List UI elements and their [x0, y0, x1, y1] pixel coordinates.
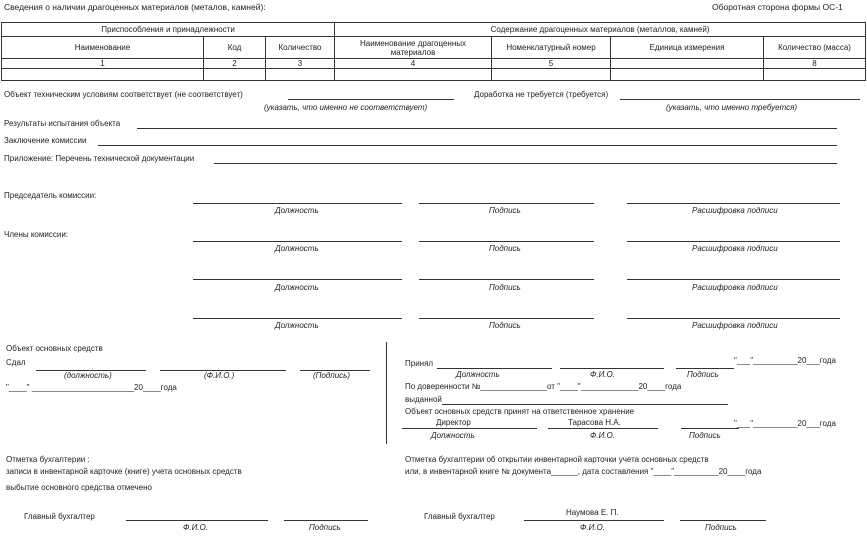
col-header-mass: Количество (масса): [764, 37, 866, 59]
accounting-left-line2: выбытие основного средства отмечено: [6, 483, 152, 492]
col-header-nomenclature: Номенклатурный номер: [492, 37, 611, 59]
chief-accountant-name: Наумова Е. П.: [566, 508, 619, 517]
gave-label: Сдал: [6, 358, 26, 367]
signature-caption: Подпись: [489, 244, 521, 253]
received-fio-line[interactable]: [560, 368, 664, 369]
chief-left-signature-line[interactable]: [284, 520, 368, 521]
signature-caption: Подпись: [489, 321, 521, 330]
table-cell[interactable]: [492, 69, 611, 81]
signature-line[interactable]: [419, 241, 594, 242]
col-number: [611, 59, 764, 69]
director-position-line[interactable]: [402, 428, 537, 429]
proxy-line[interactable]: По доверенности №_______________от "____"_____________20____года: [405, 382, 682, 391]
decoding-caption: Расшифровка подписи: [692, 244, 778, 253]
tests-line[interactable]: [137, 128, 837, 129]
conclusion-label: Заключение комиссии: [4, 136, 87, 145]
issued-line[interactable]: [442, 404, 728, 405]
signature-caption: Подпись: [489, 206, 521, 215]
conclusion-line[interactable]: [98, 145, 837, 146]
col-header-code: Код: [204, 37, 266, 59]
gave-date[interactable]: "____" _______________________20____года: [6, 383, 177, 392]
table-row: [2, 69, 866, 81]
director-signature-line[interactable]: [681, 428, 739, 429]
signature-line[interactable]: [419, 279, 594, 280]
accounting-left-line1: записи в инвентарной карточке (книге) учета основных средств: [6, 467, 242, 476]
received-position-line[interactable]: [437, 368, 552, 369]
storage-date[interactable]: "___"__________20___года: [734, 419, 836, 428]
precious-materials-table: [1, 22, 866, 81]
chief-right-fio-caption: Ф.И.О.: [580, 523, 605, 532]
chief-accountant-left: Главный бухгалтер: [24, 512, 95, 521]
director-position-caption: Должность: [431, 431, 475, 440]
section-title: Сведения о наличии драгоценных материалов (металов, камней):: [4, 2, 266, 12]
chairman-label: Председатель комиссии:: [4, 191, 97, 200]
chief-right-signature-caption: Подпись: [705, 523, 737, 532]
signature-caption: Подпись: [489, 283, 521, 292]
conformity-line[interactable]: [288, 99, 454, 100]
col-number: 8: [764, 59, 866, 69]
chief-accountant-right: Главный бухгалтер: [424, 512, 495, 521]
gave-position-caption: (должность): [64, 371, 112, 380]
received-date[interactable]: "___"__________20___года: [734, 356, 836, 365]
decoding-line[interactable]: [627, 203, 840, 204]
rework-label: Доработка не требуется (требуется): [474, 90, 609, 99]
director-position: Директор: [436, 418, 471, 427]
director-name: Тарасова Н.А.: [568, 418, 621, 427]
received-signature-line[interactable]: [676, 368, 734, 369]
received-signature-caption: Подпись: [687, 370, 719, 379]
group-header-fixtures: Приспособления и принадлежности: [2, 23, 335, 37]
col-header-material-name: Наименование драгоценных материалов: [335, 37, 492, 59]
position-caption: Должность: [275, 321, 319, 330]
attachment-label: Приложение: Перечень технической документации: [4, 154, 195, 163]
col-number: 1: [2, 59, 204, 69]
rework-caption: (указать, что именно требуется): [666, 103, 798, 112]
position-caption: Должность: [275, 283, 319, 292]
members-label: Члены комиссии:: [4, 230, 69, 239]
decoding-line[interactable]: [627, 279, 840, 280]
decoding-line[interactable]: [627, 318, 840, 319]
signature-line[interactable]: [419, 203, 594, 204]
gave-fio-caption: (Ф.И.О.): [204, 371, 235, 380]
received-label: Принял: [405, 359, 434, 368]
storage-label: Объект основных средств принят на ответственное хранение: [405, 407, 635, 416]
table-cell[interactable]: [335, 69, 492, 81]
form-side-label: Оборотная сторона формы ОС-1: [712, 2, 843, 12]
director-fio-line[interactable]: [548, 428, 658, 429]
table-cell[interactable]: [764, 69, 866, 81]
director-signature-caption: Подпись: [689, 431, 721, 440]
position-line[interactable]: [193, 203, 402, 204]
object-title: Объект основных средств: [6, 344, 103, 353]
table-cell[interactable]: [204, 69, 266, 81]
decoding-caption: Расшифровка подписи: [692, 321, 778, 330]
chief-left-signature-caption: Подпись: [309, 523, 341, 532]
conformity-label: Объект техническим условиям соответствует (не соответствует): [4, 90, 243, 99]
table-cell[interactable]: [611, 69, 764, 81]
position-line[interactable]: [193, 241, 402, 242]
col-number: 3: [266, 59, 335, 69]
table-cell[interactable]: [266, 69, 335, 81]
chief-left-fio-caption: Ф.И.О.: [183, 523, 208, 532]
accounting-right-line2[interactable]: или, в инвентарной книге № документа______, дата составления "____"__________20____года: [405, 467, 762, 476]
position-line[interactable]: [193, 279, 402, 280]
tests-label: Результаты испытания объекта: [4, 119, 121, 128]
signature-line[interactable]: [419, 318, 594, 319]
section-divider: [386, 342, 387, 444]
director-fio-caption: Ф.И.О.: [590, 431, 615, 440]
col-number: 4: [335, 59, 492, 69]
chief-left-fio-line[interactable]: [126, 520, 268, 521]
rework-line[interactable]: [620, 99, 860, 100]
received-position-caption: Должность: [456, 370, 500, 379]
group-header-precious: Содержание драгоценных материалов (металлов, камней): [335, 23, 866, 37]
col-header-unit: Единица измерения: [611, 37, 764, 59]
col-header-quantity: Количество: [266, 37, 335, 59]
col-header-name: Наименование: [2, 37, 204, 59]
position-caption: Должность: [275, 206, 319, 215]
position-caption: Должность: [275, 244, 319, 253]
conformity-caption: (указать, что именно не соответствует): [264, 103, 428, 112]
col-number: 5: [492, 59, 611, 69]
chief-right-fio-line[interactable]: [524, 520, 664, 521]
table-cell[interactable]: [2, 69, 204, 81]
accounting-right-line1: Отметка бухгалтерии об открытии инвентарной карточки учета основных средств: [405, 455, 709, 464]
chief-right-signature-line[interactable]: [680, 520, 766, 521]
decoding-line[interactable]: [627, 241, 840, 242]
gave-signature-caption: (Подпись): [313, 371, 351, 380]
received-fio-caption: Ф.И.О.: [590, 370, 615, 379]
attachment-line[interactable]: [214, 163, 837, 164]
accounting-left-title: Отметка бухгалтерии :: [6, 455, 90, 464]
position-line[interactable]: [193, 318, 402, 319]
col-number: 2: [204, 59, 266, 69]
issued-label: выданной: [405, 395, 442, 404]
decoding-caption: Расшифровка подписи: [692, 206, 778, 215]
decoding-caption: Расшифровка подписи: [692, 283, 778, 292]
